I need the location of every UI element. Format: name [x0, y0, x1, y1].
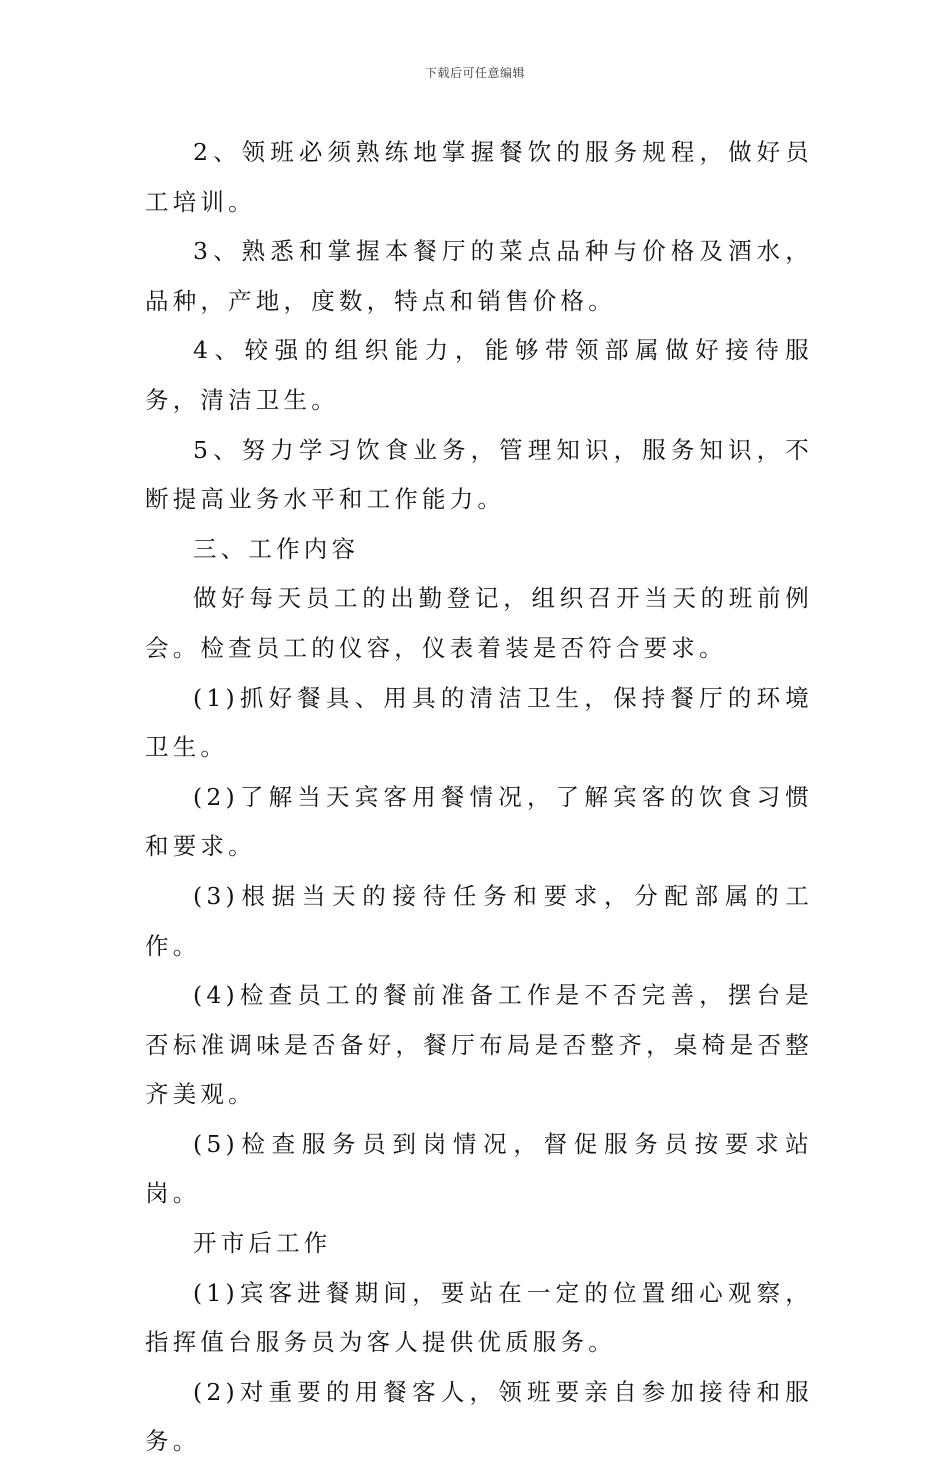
paragraph-item-4: (4)检查员工的餐前准备工作是不否完善，摆台是否标准调味是否备好，餐厅布局是否整齐，桌椅是否整齐美观。: [145, 981, 813, 1109]
paragraph-item-3: (3)根据当天的接待任务和要求，分配部属的工作。: [145, 881, 813, 960]
paragraph-duty-5: 5、努力学习饮食业务，管理知识，服务知识，不断提高业务水平和工作能力。: [145, 435, 813, 514]
section-heading-work-content: 三、工作内容: [193, 534, 360, 563]
paragraph-duty-3: 3、熟悉和掌握本餐厅的菜点品种与价格及酒水，品种，产地，度数，特点和销售价格。: [145, 237, 813, 315]
paragraph-item-1: (1)抓好餐具、用具的清洁卫生，保持餐厅的环境卫生。: [145, 683, 813, 762]
paragraph-duty-2: 2、领班必须熟练地掌握餐饮的服务规程，做好员工培训。: [145, 138, 813, 216]
paragraph-after-opening-2: (2)对重要的用餐客人，领班要亲自参加接待和服务。: [145, 1377, 813, 1456]
document-body: [145, 128, 813, 1467]
page-header: 下载后可任意编辑: [424, 66, 525, 80]
paragraph-item-2: (2)了解当天宾客用餐情况，了解宾客的饮食习惯和要求。: [145, 782, 813, 861]
paragraph-item-5: (5)检查服务员到岗情况，督促服务员按要求站岗。: [145, 1129, 813, 1208]
section-heading-after-opening: 开市后工作: [193, 1229, 332, 1258]
paragraph-duty-4: 4、较强的组织能力，能够带领部属做好接待服务，清洁卫生。: [145, 336, 813, 414]
paragraph-after-opening-1: (1)宾客进餐期间，要站在一定的位置细心观察，指挥值台服务员为客人提供优质服务。: [145, 1278, 813, 1357]
paragraph-daily-check: 做好每天员工的出勤登记，组织召开当天的班前例会。检查员工的仪容，仪表着装是否符合要求。: [145, 584, 813, 662]
